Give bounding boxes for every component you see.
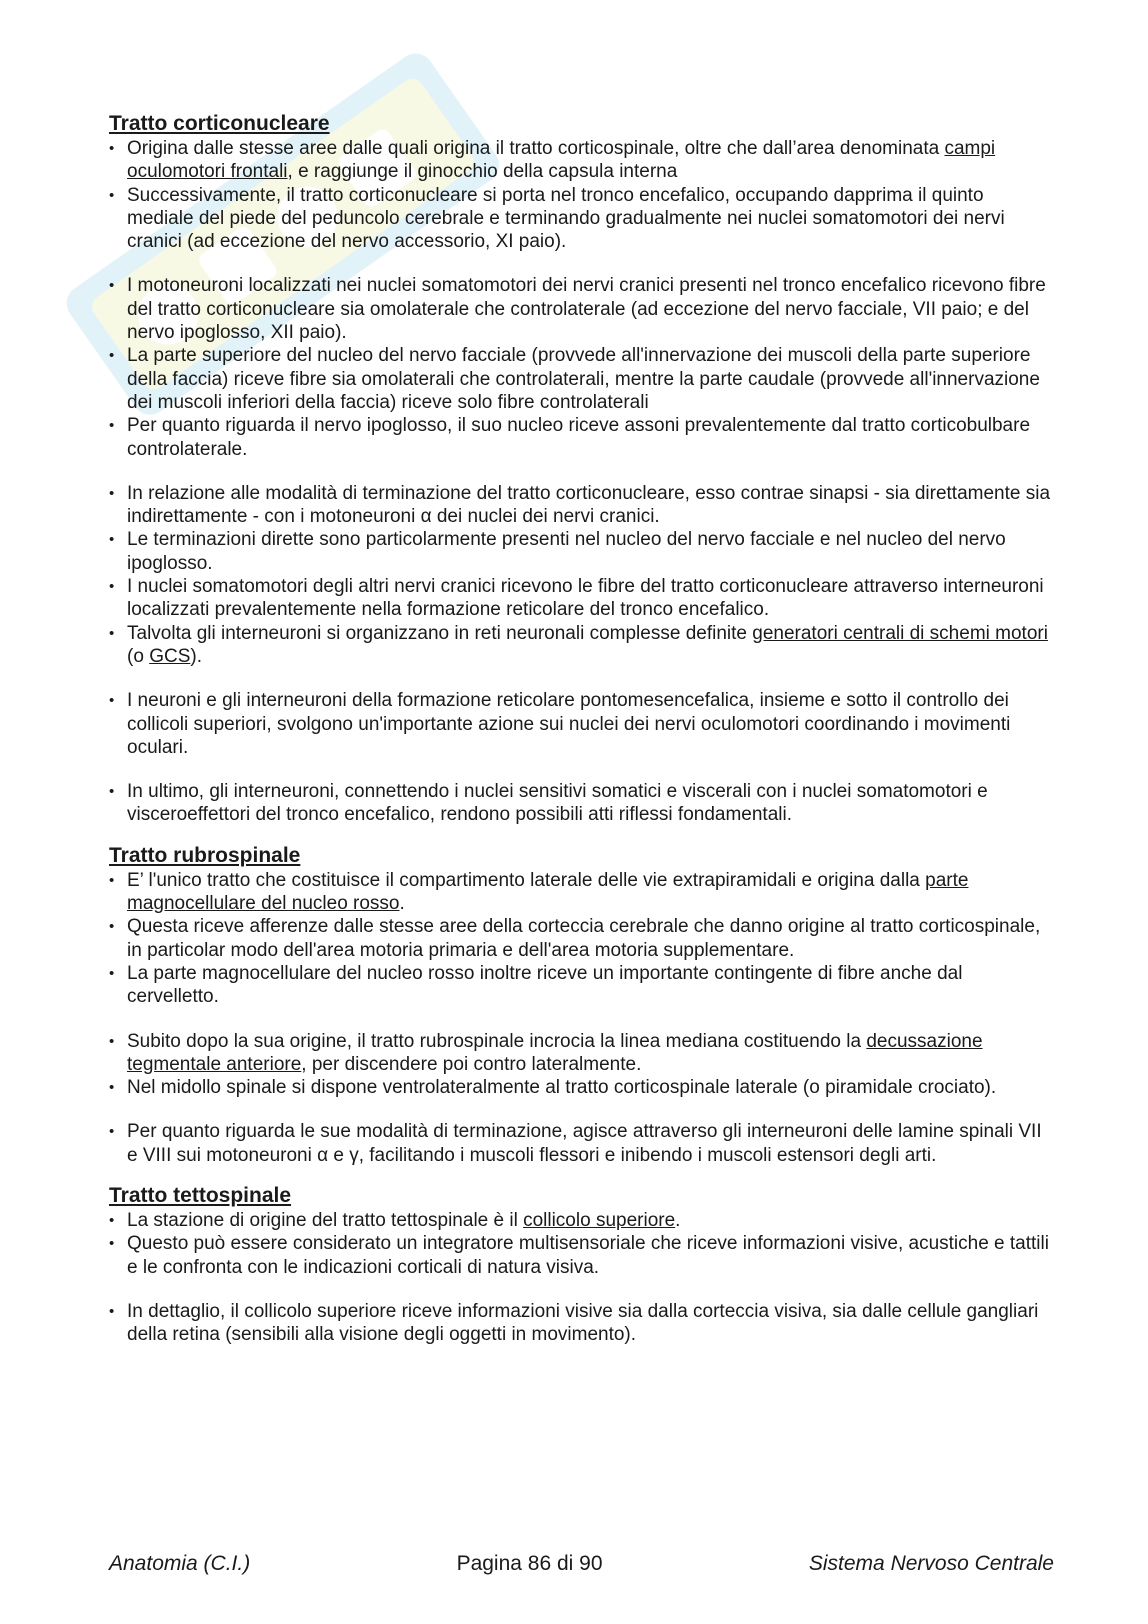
term-gcs: GCS — [149, 645, 191, 667]
list-item: • La stazione di origine del tratto tettospinale è il collicolo superiore. — [109, 1209, 1054, 1232]
footer-page-number: Pagina 86 di 90 — [456, 1552, 603, 1575]
list-item: • Successivamente, il tratto corticonucleare si porta nel tronco encefalico, occupando dapprima il quinto mediale del piede del peduncolo cerebrale e terminando gradualmente nei nuclei somatomotori dei nervi cranici (ad eccezione del nervo accessorio, XI paio). — [109, 184, 1054, 254]
list-item: • Per quanto riguarda il nervo ipoglosso, il suo nucleo riceve assoni prevalentemente dal tratto corticobulbare controlaterale. — [109, 414, 1054, 461]
bullet-list-corticonucleare — [109, 137, 1054, 827]
list-item: • Per quanto riguarda le sue modalità di terminazione, agisce attraverso gli interneuroni delle lamine spinali VII e VIII sui motoneuroni α e γ, facilitando i muscoli flessori e inibendo i muscoli estensori degli arti. — [109, 1120, 1054, 1167]
footer-chapter: Sistema Nervoso Centrale — [808, 1552, 1054, 1575]
term-generatori-centrali: generatori centrali di schemi motori — [752, 622, 1048, 644]
list-item: • E’ l'unico tratto che costituisce il compartimento laterale delle vie extrapiramidali e origina dalla parte magnocellulare del nucleo rosso. — [109, 869, 1054, 916]
term-parte-magnocellulare: parte magnocellulare del nucleo rosso — [127, 869, 969, 915]
term-campi-oculomotori: campi oculomotori frontali — [127, 138, 996, 183]
list-item: • I motoneuroni localizzati nei nuclei somatomotori dei nervi cranici presenti nel tronco encefalico ricevono fibre del tratto corticonucleare sia omolaterale che controlaterale (ad eccezione del nervo facciale, VII paio; e del nervo ipoglosso, XII paio). — [109, 274, 1054, 344]
list-item: • I nuclei somatomotori degli altri nervi cranici ricevono le fibre del tratto corticonucleare attraverso interneuroni localizzati prevalentemente nella formazione reticolare del tronco encefalico. — [109, 575, 1054, 622]
list-item: • In dettaglio, il collicolo superiore riceve informazioni visive sia dalla corteccia visiva, sia dalle cellule gangliari della retina (sensibili alla visione degli oggetti in movimento). — [109, 1300, 1054, 1347]
page-footer — [109, 1551, 1054, 1577]
section-title-rubrospinale: Tratto rubrospinale — [109, 843, 301, 867]
list-item: • In ultimo, gli interneuroni, connettendo i nuclei sensitivi somatici e viscerali con i nuclei somatomotori e visceroeffettori del tronco encefalico, rendono possibili atti riflessi fondamentali. — [109, 780, 1054, 827]
bullet-list-tettospinale — [109, 1209, 1054, 1346]
list-item: • Questa riceve afferenze dalle stesse aree della corteccia cerebrale che danno origine al tratto corticospinale, in particolar modo dell'area motoria primaria e dell'area motoria supplementare. — [109, 915, 1054, 962]
list-item: • La parte magnocellulare del nucleo rosso inoltre riceve un importante contingente di fibre anche dal cervelletto. — [109, 962, 1054, 1009]
bullet-list-rubrospinale — [109, 869, 1054, 1167]
page-content — [109, 112, 1054, 1346]
term-collicolo-superiore: collicolo superiore — [523, 1209, 676, 1231]
section-title-tettospinale: Tratto tettospinale — [109, 1183, 292, 1207]
list-item: • Subito dopo la sua origine, il tratto rubrospinale incrocia la linea mediana costituendo la decussazione tegmentale anteriore, per discendere poi contro lateralmente. — [109, 1030, 1054, 1077]
term-decussazione: decussazione tegmentale anteriore — [127, 1030, 983, 1075]
list-item: • Questo può essere considerato un integratore multisensoriale che riceve informazioni visive, acustiche e tattili e le confronta con le indicazioni corticali di natura visiva. — [109, 1232, 1054, 1279]
list-item: • Origina dalle stesse aree dalle quali origina il tratto corticospinale, oltre che dall’area denominata campi oculomotori frontali, e raggiunge il ginocchio della capsula interna — [109, 137, 1054, 184]
footer-course: Anatomia (C.I.) — [109, 1552, 251, 1575]
list-item: • Le terminazioni dirette sono particolarmente presenti nel nucleo del nervo facciale e nel nucleo del nervo ipoglosso. — [109, 528, 1054, 575]
list-item: • I neuroni e gli interneuroni della formazione reticolare pontomesencefalica, insieme e sotto il controllo dei collicoli superiori, svolgono un'importante azione sui nuclei dei nervi oculomotori coordinando i movimenti oculari. — [109, 689, 1054, 759]
list-item: • Talvolta gli interneuroni si organizzano in reti neuronali complesse definite generatori centrali di schemi motori (o GCS). — [109, 622, 1054, 669]
list-item: • La parte superiore del nucleo del nervo facciale (provvede all'innervazione dei muscoli della parte superiore della faccia) riceve fibre sia omolaterali che controlaterali, mentre la parte caudale (provvede all'innervazione dei muscoli inferiori della faccia) riceve solo fibre controlaterali — [109, 344, 1054, 414]
section-title-corticonucleare: Tratto corticonucleare — [109, 112, 330, 135]
list-item: • Nel midollo spinale si dispone ventrolateralmente al tratto corticospinale laterale (o piramidale crociato). — [109, 1076, 1054, 1099]
list-item: • In relazione alle modalità di terminazione del tratto corticonucleare, esso contrae sinapsi - sia direttamente sia indirettamente - con i motoneuroni α dei nuclei dei nervi cranici. — [109, 482, 1054, 529]
